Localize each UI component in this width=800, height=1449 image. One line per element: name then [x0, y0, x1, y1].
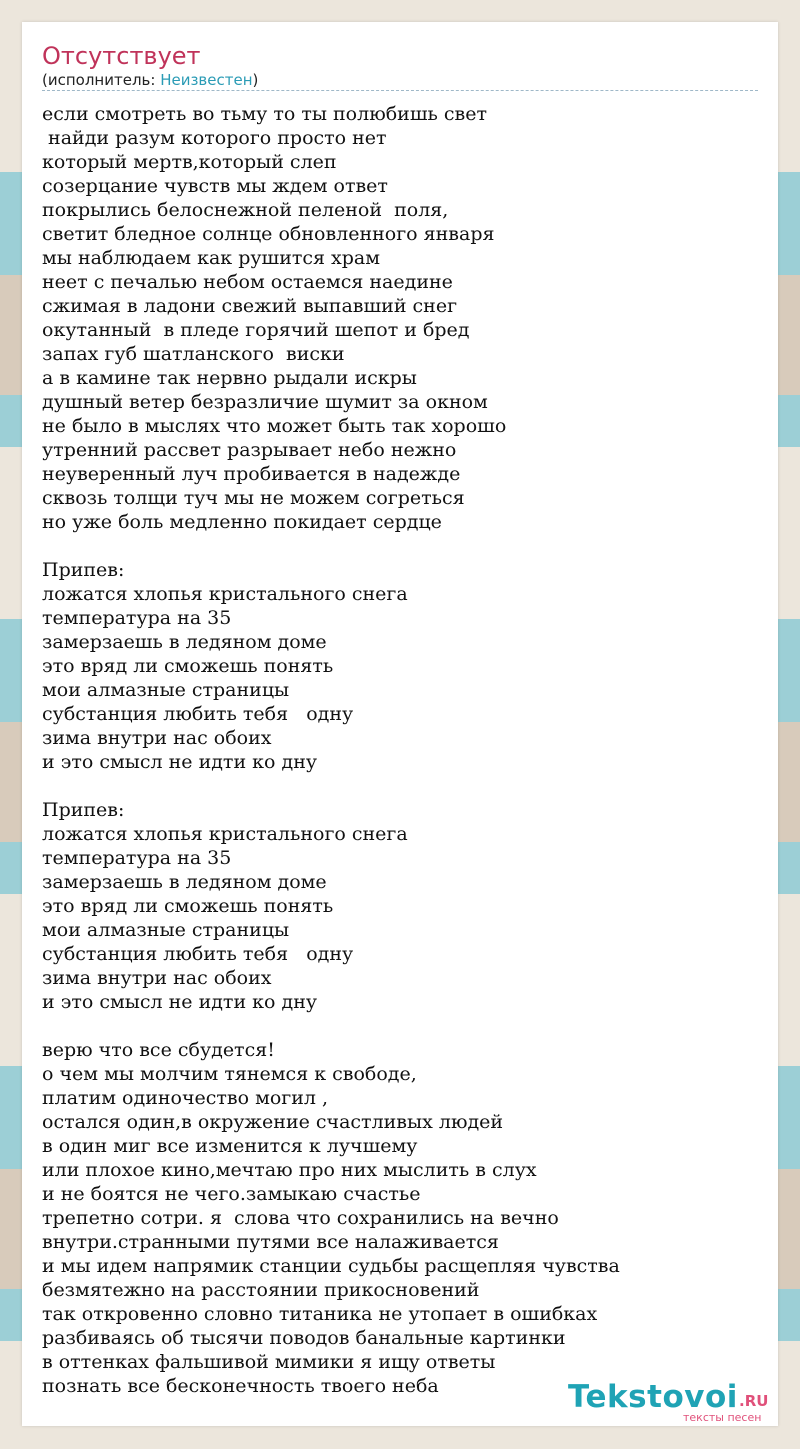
- lyric-line: замерзаешь в ледяном доме: [42, 871, 327, 893]
- lyric-line: безмятежно на расстоянии прикосновений: [42, 1279, 480, 1301]
- lyric-line: сжимая в ладони свежий выпавший снег: [42, 295, 458, 317]
- lyric-line: верю что все сбудется!: [42, 1039, 275, 1061]
- lyric-line: неет с печалью небом остаемся наедине: [42, 271, 453, 293]
- lyric-line: который мертв,который слеп: [42, 151, 337, 173]
- logo-wordmark: Tekstovoi: [568, 1379, 738, 1415]
- lyric-line: температура на 35: [42, 607, 232, 629]
- lyric-line: разбиваясь об тысячи поводов банальные картинки: [42, 1327, 566, 1349]
- lyric-line: мои алмазные страницы: [42, 679, 290, 701]
- lyric-line: ложатся хлопья кристального снега: [42, 583, 408, 605]
- lyric-line: [42, 774, 758, 798]
- lyric-line: познать все бесконечность твоего неба: [42, 1375, 439, 1397]
- lyric-line: в один миг все изменится к лучшему: [42, 1135, 418, 1157]
- lyrics-card: [22, 22, 778, 1426]
- lyric-line: [42, 534, 758, 558]
- lyric-line: мы наблюдаем как рушится храм: [42, 247, 381, 269]
- artist-prefix: (исполнитель:: [42, 71, 161, 89]
- lyric-line: так откровенно словно титаника не утопает в ошибках: [42, 1303, 598, 1325]
- lyric-line: душный ветер безразличие шумит за окном: [42, 391, 488, 413]
- lyric-line: не было в мыслях что может быть так хорошо: [42, 415, 507, 437]
- lyric-line: зима внутри нас обоих: [42, 967, 272, 989]
- lyric-line: а в камине так нервно рыдали искры: [42, 367, 417, 389]
- lyric-line: если смотреть во тьму то ты полюбишь свет: [42, 103, 487, 125]
- lyric-line: зима внутри нас обоих: [42, 727, 272, 749]
- lyric-line: и не боятся не чего.замыкаю счастье: [42, 1183, 421, 1205]
- logo-domain: .RU: [739, 1392, 769, 1410]
- lyric-line: запах губ шатланского виски: [42, 343, 345, 365]
- lyric-line: о чем мы молчим тянемся к свободе,: [42, 1063, 417, 1085]
- lyric-line: платим одиночество могил ,: [42, 1087, 329, 1109]
- lyric-line: Припев:: [42, 559, 125, 581]
- artist-link[interactable]: Неизвестен: [160, 71, 253, 89]
- lyric-line: и это смысл не идти ко дну: [42, 751, 318, 773]
- lyric-line: и мы идем напрямик станции судьбы расщепляя чувства: [42, 1255, 620, 1277]
- lyric-line: Припев:: [42, 799, 125, 821]
- lyric-line: субстанция любить тебя одну: [42, 943, 354, 965]
- lyric-line: мои алмазные страницы: [42, 919, 290, 941]
- lyric-line: остался один,в окружение счастливых людей: [42, 1111, 504, 1133]
- lyric-line: окутанный в пледе горячий шепот и бред: [42, 319, 470, 341]
- site-logo[interactable]: [568, 1380, 778, 1424]
- lyric-line: покрылись белоснежной пеленой поля,: [42, 199, 449, 221]
- lyric-line: утренний рассвет разрывает небо нежно: [42, 439, 457, 461]
- lyrics-text: [42, 102, 758, 1398]
- logo-tagline: тексты песен: [683, 1411, 762, 1424]
- lyric-line: и это смысл не идти ко дну: [42, 991, 318, 1013]
- title-separator: [42, 90, 758, 91]
- artist-suffix: ): [252, 71, 259, 89]
- lyric-line: неуверенный луч пробивается в надежде: [42, 463, 461, 485]
- lyric-line: или плохое кино,мечтаю про них мыслить в слух: [42, 1159, 537, 1181]
- lyric-line: но уже боль медленно покидает сердце: [42, 511, 442, 533]
- lyric-line: трепетно сотри. я слова что сохранились на вечно: [42, 1207, 559, 1229]
- lyric-line: сквозь толщи туч мы не можем согреться: [42, 487, 465, 509]
- artist-line: [42, 70, 258, 90]
- lyric-line: температура на 35: [42, 847, 232, 869]
- lyric-line: найди разум которого просто нет: [42, 127, 387, 149]
- lyric-line: это вряд ли сможешь понять: [42, 895, 334, 917]
- lyric-line: внутри.странными путями все налаживается: [42, 1231, 499, 1253]
- lyric-line: в оттенках фальшивой мимики я ищу ответы: [42, 1351, 496, 1373]
- lyric-line: это вряд ли сможешь понять: [42, 655, 334, 677]
- lyric-line: светит бледное солнце обновленного января: [42, 223, 495, 245]
- lyric-line: ложатся хлопья кристального снега: [42, 823, 408, 845]
- lyric-line: замерзаешь в ледяном доме: [42, 631, 327, 653]
- lyric-line: созерцание чувств мы ждем ответ: [42, 175, 388, 197]
- lyric-line: субстанция любить тебя одну: [42, 703, 354, 725]
- song-title: Отсутствует: [42, 42, 201, 70]
- lyric-line: [42, 1014, 758, 1038]
